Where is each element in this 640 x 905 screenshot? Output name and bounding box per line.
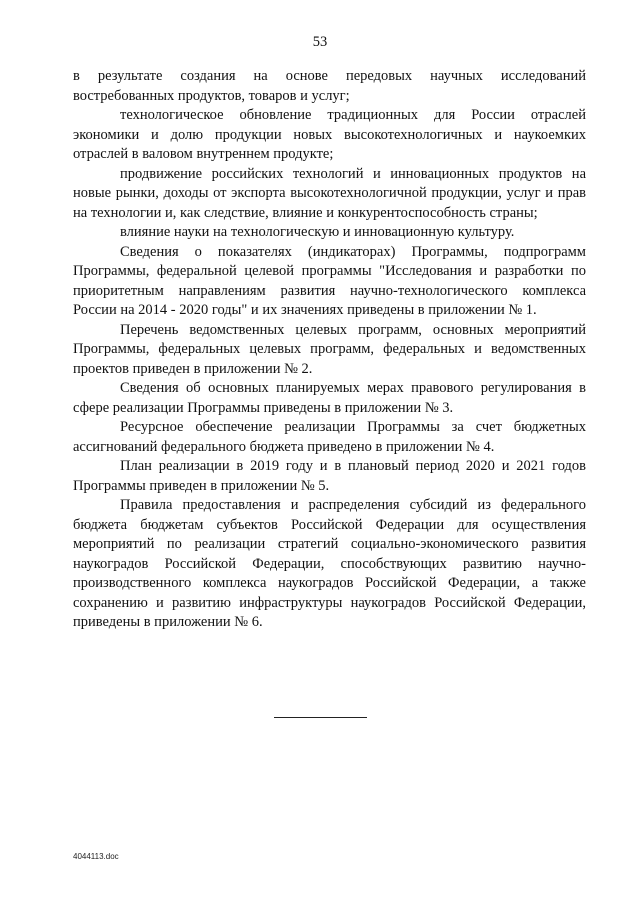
paragraph: Ресурсное обеспечение реализации Программы за счет бюджетных ассигнований федерального бюджета приведено в приложении № 4.	[73, 419, 586, 455]
end-separator-line	[274, 717, 367, 718]
paragraph: Сведения о показателях (индикаторах) Программы, подпрограмм Программы, федеральной целевой программы "Исследования и разработки по приоритетным направлениям развития научно-технологического комплекса России на 2014 - 2020 годы" и их значениях приведены в приложении № 1.	[73, 243, 586, 318]
paragraph: в результате создания на основе передовых научных исследований востребованных продуктов, товаров и услуг;	[73, 68, 586, 104]
paragraph: Сведения об основных планируемых мерах правового регулирования в сфере реализации Программы приведены в приложении № 3.	[73, 380, 586, 416]
page-number: 53	[312, 34, 328, 50]
paragraph: технологическое обновление традиционных для России отраслей экономики и долю продукции новых высокотехнологичных и наукоемких отраслей в валовом внутреннем продукте;	[73, 107, 586, 162]
footer-filename: 4044113.doc	[73, 852, 119, 861]
paragraph: влияние науки на технологическую и инновационную культуру.	[120, 224, 515, 240]
paragraph: План реализации в 2019 году и в плановый период 2020 и 2021 годов Программы приведен в приложении № 5.	[73, 458, 586, 494]
paragraph: Правила предоставления и распределения субсидий из федерального бюджета бюджетам субъектов Российской Федерации для осуществления мероприятий по реализации стратегий социально-экономического развития наукоградов Российской Федерации, способствующих развитию научно-производственного комплекса наукоградов Российской Федерации, а также сохранению и развитию инфраструктуры наукоградов Российской Федерации, приведены в приложении № 6.	[73, 497, 586, 630]
paragraph: Перечень ведомственных целевых программ, основных мероприятий Программы, федеральных целевых программ, федеральных и ведомственных проектов приведен в приложении № 2.	[73, 321, 586, 377]
paragraph: продвижение российских технологий и инновационных продуктов на новые рынки, доходы от экспорта высокотехнологичной продукции, услуг и прав на технологии и, как следствие, влияние и конкурентоспособность страны;	[73, 165, 586, 221]
document-body	[73, 67, 586, 633]
